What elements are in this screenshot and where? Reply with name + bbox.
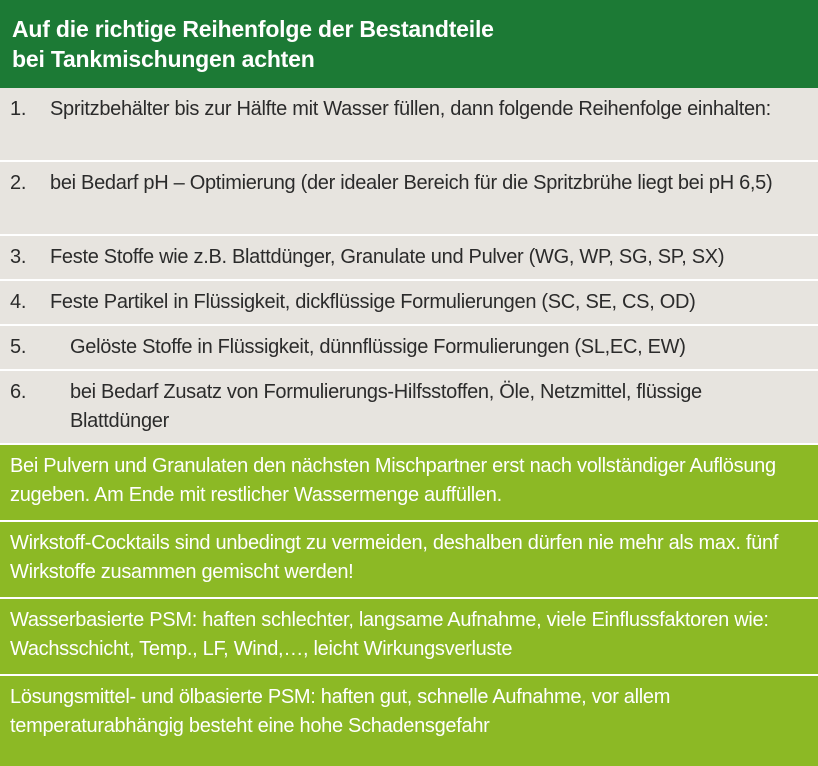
box-header [0, 0, 818, 88]
note-item-1: Bei Pulvern und Granulaten den nächsten Mischpartner erst nach vollständiger Auflösung zugeben. Am Ende mit restlicher Wassermenge auffüllen. [0, 445, 818, 522]
step-item-6 [0, 371, 818, 445]
step-text: Spritzbehälter bis zur Hälfte mit Wasser füllen, dann folgende Reihenfolge einhalten: [50, 98, 771, 120]
step-item-1 [0, 88, 818, 162]
step-text: Feste Stoffe wie z.B. Blattdünger, Granulate und Pulver (WG, WP, SG, SP, SX) [50, 246, 725, 268]
step-number: 1. [10, 98, 27, 120]
step-text: bei Bedarf Zusatz von Formulierungs-Hilfsstoffen, Öle, Netzmittel, flüssige Blattdünger [70, 381, 702, 432]
step-number: 4. [10, 291, 27, 313]
step-text: bei Bedarf pH – Optimierung (der idealer Bereich für die Spritzbrühe liegt bei pH 6,5) [50, 172, 773, 194]
header-line-1: Auf die richtige Reihenfolge der Bestandteile [12, 16, 494, 42]
note-item-2: Wirkstoff-Cocktails sind unbedingt zu vermeiden, deshalben dürfen nie mehr als max. fünf Wirkstoffe zusammen gemischt werden! [0, 522, 818, 599]
step-item-5 [0, 326, 818, 371]
step-text: Feste Partikel in Flüssigkeit, dickflüssige Formulierungen (SC, SE, CS, OD) [50, 291, 696, 313]
step-number: 2. [10, 172, 27, 194]
step-item-2 [0, 162, 818, 236]
note-item-4: Lösungsmittel- und ölbasierte PSM: haften gut, schnelle Aufnahme, vor allem temperaturabhängig besteht eine hohe Schadensgefahr [10, 686, 671, 737]
notes-list [0, 445, 818, 766]
step-item-3 [0, 236, 818, 281]
step-text: Gelöste Stoffe in Flüssigkeit, dünnflüssige Formulierungen (SL,EC, EW) [70, 336, 686, 358]
step-item-4 [0, 281, 818, 326]
steps-list [0, 88, 818, 445]
step-number: 3. [10, 246, 27, 268]
header-line-2: bei Tankmischungen achten [12, 46, 315, 72]
step-number: 5. [10, 336, 27, 358]
note-item-3: Wasserbasierte PSM: haften schlechter, langsame Aufnahme, viele Einflussfaktoren wie: Wachsschicht, Temp., LF, Wind,…, leicht Wirkungsverluste [0, 599, 818, 676]
step-number: 6. [10, 381, 27, 403]
